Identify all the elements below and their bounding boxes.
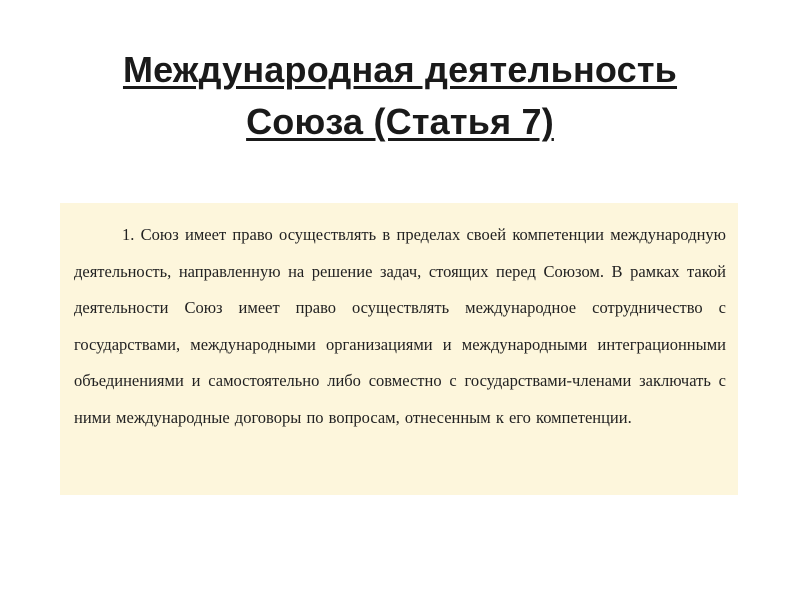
article-paragraph: 1. Союз имеет право осуществлять в пределах своей компетенции международную деятельность, направленную на решение задач, стоящих перед Союзом. В рамках такой деятельности Союз имеет право осуществлять международное сотрудничество с государствами, международными организациями и международными интеграционными объединениями и самостоятельно либо совместно с государствами-членами заключать с ними международные договоры по вопросам, отнесенным к его компетенции.: [74, 225, 726, 427]
scanned-document-excerpt: [60, 203, 738, 495]
slide-title: [0, 44, 800, 148]
slide-title-line-1: Международная деятельность: [122, 49, 678, 90]
slide-title-line-2: Союза (Статья 7): [246, 101, 554, 142]
